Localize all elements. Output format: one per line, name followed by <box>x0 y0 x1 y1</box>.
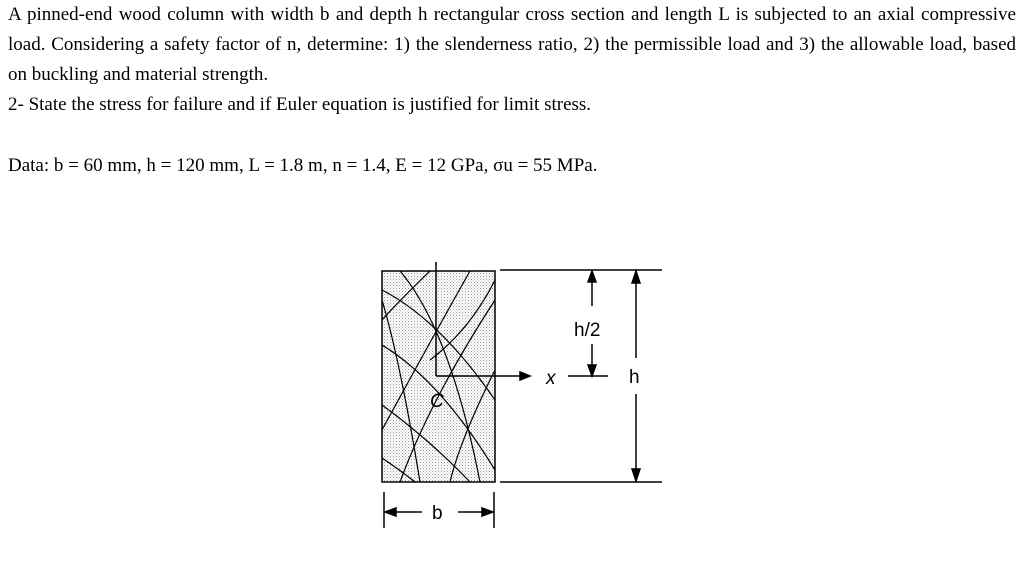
problem-paragraph-2: 2- State the stress for failure and if Euler equation is justified for limit stress. <box>8 94 592 115</box>
problem-paragraph-1: A pinned-end wood column with width b and depth h rectangular cross section and length L is subjected to an axial compressive load. Considering a safety factor of n, determine: 1) the slenderness ratio, 2) the permissible load and 3) the allowable load, based on buckling and material strength. <box>8 4 1016 85</box>
x-axis-label: x <box>546 368 556 389</box>
depth-label: h <box>629 367 640 388</box>
given-data: Data: b = 60 mm, h = 120 mm, L = 1.8 m, n = 1.4, E = 12 GPa, σu = 55 MPa. <box>8 155 598 176</box>
centroid-label: C <box>430 391 444 412</box>
width-label: b <box>432 503 443 524</box>
half-depth-label: h/2 <box>574 320 601 341</box>
